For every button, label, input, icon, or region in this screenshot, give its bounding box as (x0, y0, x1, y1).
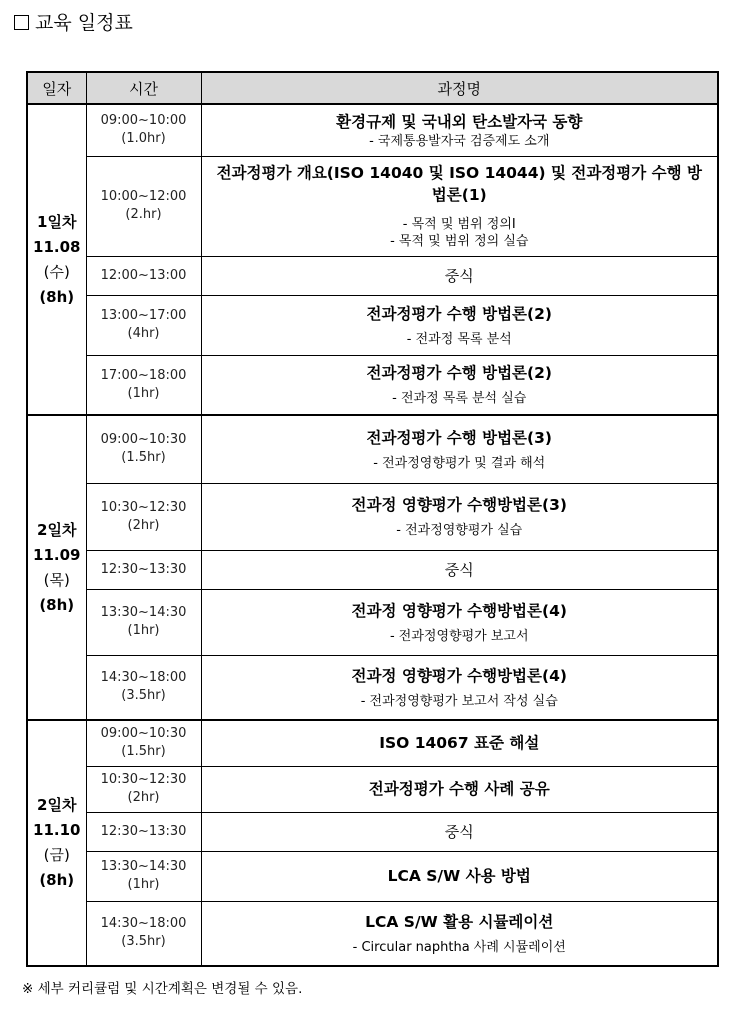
time-duration: (2hr) (127, 790, 160, 805)
time-cell (86, 104, 201, 156)
table-row (27, 104, 718, 156)
course-detail: - Circular naphtha 사례 시뮬레이션 (352, 939, 566, 955)
day-cell (27, 720, 86, 966)
table-row (27, 415, 718, 483)
time-duration: (3.5hr) (121, 934, 166, 950)
day-weekday: (수) (43, 262, 70, 281)
table-row (27, 655, 718, 720)
course-title: 전과정 영향평가 수행방법론(4) (351, 666, 567, 685)
time-cell (86, 720, 201, 766)
header-row (27, 72, 718, 104)
time-range: 13:30~14:30 (100, 859, 187, 874)
course-detail: - 전과정영향평가 및 결과 해석 (373, 455, 546, 471)
time-range: 10:30~12:30 (100, 772, 187, 787)
time-cell (86, 851, 201, 901)
table-row (27, 550, 718, 589)
time-duration: (1hr) (127, 385, 160, 401)
day-hours: (8h) (39, 595, 75, 614)
day-hours: (8h) (39, 871, 75, 889)
day-weekday: (목) (43, 570, 70, 589)
course-detail: - 목적 및 범위 정의Ⅰ (402, 217, 516, 232)
course-detail: - 전과정영향평가 실습 (396, 523, 523, 538)
footnote: ※ 세부 커리큘럼 및 시간계획은 변경될 수 있음. (22, 981, 303, 997)
time-range: 10:30~12:30 (100, 499, 187, 515)
time-range: 09:00~10:30 (100, 432, 187, 448)
course-cell (201, 156, 718, 256)
time-cell (86, 415, 201, 483)
time-cell (86, 589, 201, 655)
table-row (27, 851, 718, 901)
course-cell (201, 483, 718, 550)
course-title: 전과정평가 수행 방법론(2) (366, 364, 552, 383)
course-detail: - 전과정 목록 분석 (406, 331, 512, 347)
time-duration: (2.hr) (125, 207, 162, 222)
course-detail: - 국제통용발자국 검증제도 소개 (369, 133, 550, 149)
header-date: 일자 (27, 72, 86, 104)
time-duration: (1.5hr) (121, 744, 166, 760)
course-cell (201, 851, 718, 901)
day-cell (27, 415, 86, 720)
time-cell (86, 355, 201, 415)
course-title: 중식 (444, 823, 474, 841)
time-range: 10:00~12:00 (100, 189, 187, 204)
course-cell (201, 901, 718, 966)
schedule-heading (14, 8, 133, 35)
day-label: 2일차 (37, 796, 77, 814)
time-cell (86, 550, 201, 589)
time-cell (86, 766, 201, 812)
time-cell (86, 483, 201, 550)
time-range: 12:30~13:30 (100, 561, 187, 577)
course-detail: - 전과정영향평가 보고서 (389, 628, 529, 644)
course-title: 전과정평가 수행 사례 공유 (368, 780, 550, 798)
table-row (27, 812, 718, 851)
time-duration: (1.5hr) (121, 450, 166, 466)
time-cell (86, 256, 201, 295)
course-title: LCA S/W 사용 방법 (387, 867, 531, 885)
course-detail: - 목적 및 범위 정의 실습 (390, 234, 529, 249)
header-time: 시간 (86, 72, 201, 104)
course-cell (201, 256, 718, 295)
time-range: 13:00~17:00 (100, 308, 187, 323)
day-label: 1일차 (37, 212, 77, 231)
course-cell (201, 550, 718, 589)
table-row (27, 256, 718, 295)
course-cell (201, 812, 718, 851)
table-row (27, 483, 718, 550)
time-duration: (1hr) (127, 623, 160, 638)
time-cell (86, 812, 201, 851)
course-title: 중식 (444, 267, 474, 285)
table-row (27, 295, 718, 355)
time-duration: (1hr) (127, 877, 160, 892)
table-row (27, 766, 718, 812)
time-duration: (2hr) (127, 517, 160, 533)
course-title: 전과정평가 개요(ISO 14040 및 ISO 14044) 및 전과정평가 수행 방법론(1) (216, 164, 702, 204)
header-course: 과정명 (201, 72, 718, 104)
course-detail: - 전과정 목록 분석 실습 (392, 391, 527, 407)
course-title: 중식 (444, 561, 474, 579)
day-label: 2일차 (37, 520, 77, 539)
course-title: 환경규제 및 국내외 탄소발자국 동향 (336, 112, 583, 131)
course-cell (201, 766, 718, 812)
time-duration: (4hr) (127, 326, 160, 341)
course-title: ISO 14067 표준 해설 (379, 734, 540, 753)
time-range: 12:30~13:30 (100, 823, 187, 839)
course-cell (201, 655, 718, 720)
day-hours: (8h) (39, 287, 75, 306)
course-cell (201, 295, 718, 355)
time-cell (86, 901, 201, 966)
time-range: 12:00~13:00 (100, 267, 187, 283)
time-range: 09:00~10:30 (100, 726, 187, 742)
day-date: 11.08 (33, 237, 81, 256)
course-cell (201, 720, 718, 766)
course-title: 전과정 영향평가 수행방법론(4) (351, 601, 567, 620)
table-row (27, 589, 718, 655)
course-title: LCA S/W 활용 시뮬레이션 (365, 912, 554, 931)
time-cell (86, 295, 201, 355)
course-cell (201, 355, 718, 415)
time-cell (86, 655, 201, 720)
time-duration: (1.0hr) (121, 131, 166, 147)
course-cell (201, 589, 718, 655)
time-range: 14:30~18:00 (100, 916, 187, 932)
course-detail: - 전과정영향평가 보고서 작성 실습 (360, 693, 558, 709)
time-cell (86, 156, 201, 256)
course-cell (201, 104, 718, 156)
time-range: 14:30~18:00 (100, 670, 187, 686)
day-weekday: (금) (43, 846, 70, 864)
time-range: 09:00~10:00 (100, 113, 187, 129)
day-date: 11.10 (33, 821, 81, 839)
checkbox-square-icon (14, 15, 29, 30)
time-range: 17:00~18:00 (100, 367, 187, 383)
table-row (27, 355, 718, 415)
course-cell (201, 415, 718, 483)
time-duration: (3.5hr) (121, 688, 166, 704)
schedule-table (26, 71, 719, 967)
day-date: 11.09 (33, 545, 81, 564)
day-cell (27, 104, 86, 415)
table-row (27, 901, 718, 966)
heading-text: 교육 일정표 (35, 12, 133, 34)
table-row (27, 720, 718, 766)
course-title: 전과정평가 수행 방법론(3) (366, 428, 552, 447)
course-title: 전과정 영향평가 수행방법론(3) (351, 496, 567, 514)
course-title: 전과정평가 수행 방법론(2) (366, 304, 552, 323)
table-row (27, 156, 718, 256)
time-range: 13:30~14:30 (100, 605, 187, 620)
